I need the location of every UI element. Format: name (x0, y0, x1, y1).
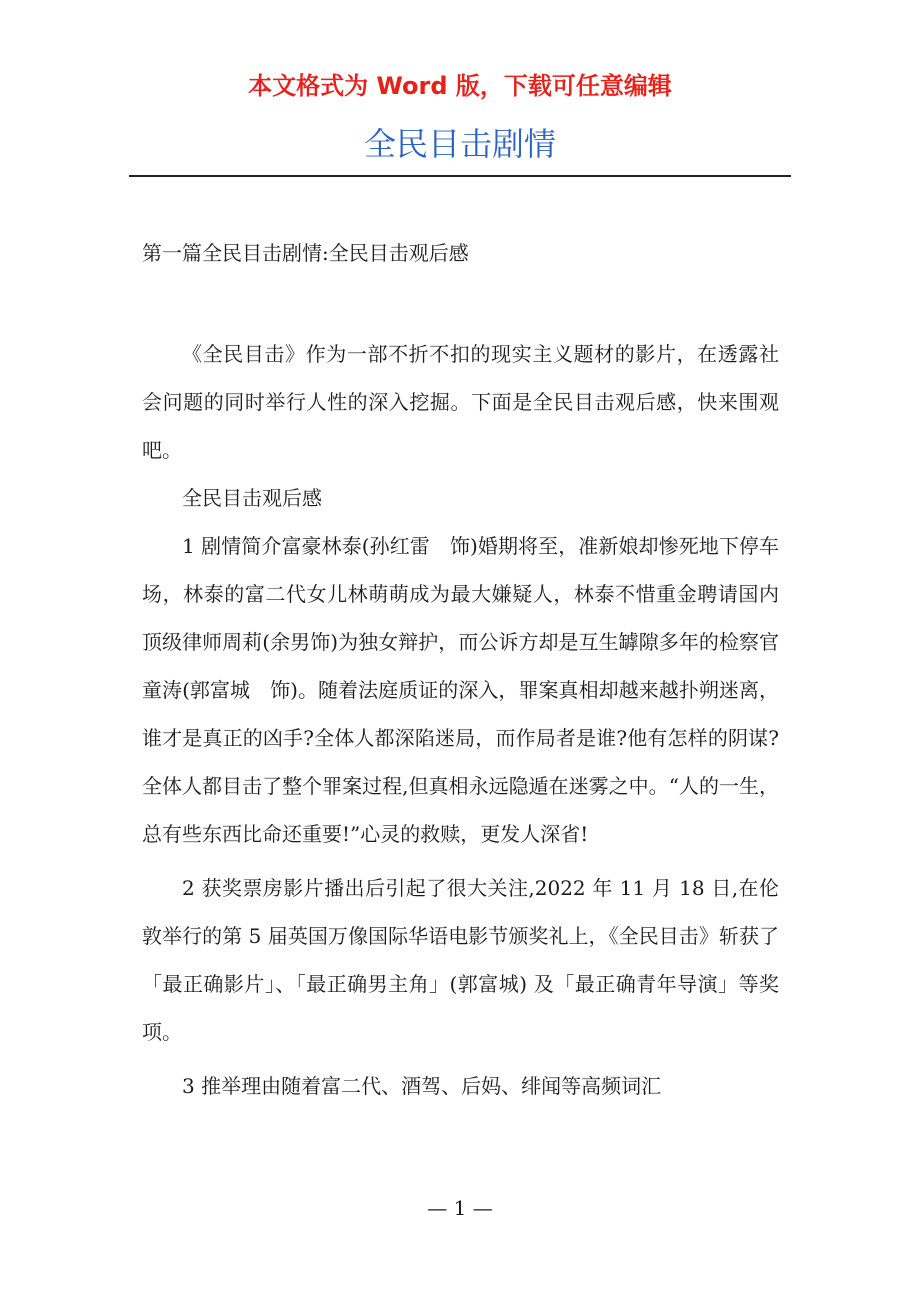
paragraph-recommendation: 3 推举理由随着富二代、酒驾、后妈、绯闻等高频词汇 (182, 1074, 662, 1098)
section-heading: 第一篇全民目击剧情:全民目击观后感 (142, 241, 469, 265)
edit-notice-banner: 本文格式为 Word 版，下载可任意编辑 (248, 72, 672, 100)
paragraph-awards: 2 获奖票房影片播出后引起了很大关注,2022 年 11 月 18 日,在伦敦举行的第 5 届英国万像国际华语电影节颁奖礼上，《全民目击》斩获了「最正确影片」、「最正确男主角」(郭富城) 及「最正确青年导演」等奖项。 (142, 876, 779, 1044)
paragraph-intro: 《全民目击》作为一部不折不扣的现实主义题材的影片，在透露社会问题的同时举行人性的深入挖掘。下面是全民目击观后感，快来围观吧。 (142, 342, 779, 462)
page-number: — 1 — (427, 1196, 493, 1220)
title-divider (129, 175, 791, 177)
paragraph-synopsis: 1 剧情简介富豪林泰(孙红雷 饰)婚期将至，准新娘却惨死地下停车场，林泰的富二代女儿林萌萌成为最大嫌疑人，林泰不惜重金聘请国内顶级律师周莉(余男饰)为独女辩护，而公诉方却是互生罅隙多年的检察官童涛(郭富城 饰)。随着法庭质证的深入，罪案真相却越来越扑朔迷离，谁才是真正的凶手?全体人都深陷迷局，而作局者是谁?他有怎样的阴谋?全体人都目击了整个罪案过程,但真相永远隐遁在迷雾之中。“人的一生，总有些东西比命还重要!”心灵的救赎，更发人深省! (142, 534, 779, 846)
paragraph-subheading: 全民目击观后感 (182, 486, 322, 510)
document-body (142, 330, 779, 1110)
document-title: 全民目击剧情 (363, 125, 556, 163)
